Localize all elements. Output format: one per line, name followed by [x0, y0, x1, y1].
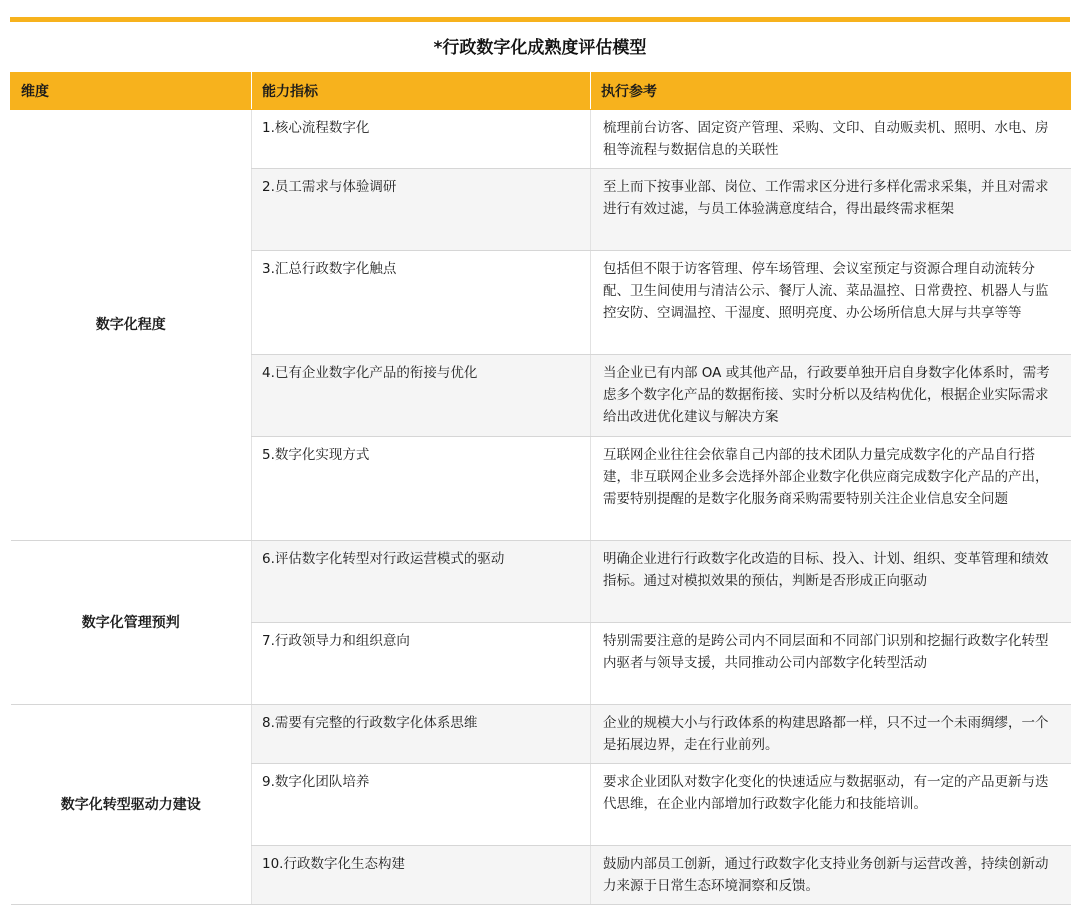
header-dimension: 维度 — [11, 73, 252, 110]
reference-cell: 至上而下按事业部、岗位、工作需求区分进行多样化需求采集，并且对需求进行有效过滤，与员工体验满意度结合，得出最终需求框架 — [591, 169, 1071, 251]
metric-cell: 8.需要有完整的行政数字化体系思维 — [252, 705, 591, 764]
header-metric: 能力指标 — [252, 73, 591, 110]
metric-cell: 3.汇总行政数字化触点 — [252, 251, 591, 355]
metric-cell: 10.行政数字化生态构建 — [252, 846, 591, 905]
table-header-row — [11, 73, 1071, 110]
metric-cell: 5.数字化实现方式 — [252, 437, 591, 541]
reference-cell: 特别需要注意的是跨公司内不同层面和不同部门识别和挖掘行政数字化转型内驱者与领导支援，共同推动公司内部数字化转型活动 — [591, 623, 1071, 705]
reference-cell: 企业的规模大小与行政体系的构建思路都一样，只不过一个未雨绸缪，一个是拓展边界，走在行业前列。 — [591, 705, 1071, 764]
table-row — [11, 705, 1071, 764]
dimension-cell: 数字化管理预判 — [11, 541, 252, 705]
dimension-cell: 数字化转型驱动力建设 — [11, 705, 252, 905]
metric-cell: 9.数字化团队培养 — [252, 764, 591, 846]
header-reference: 执行参考 — [591, 73, 1071, 110]
metric-cell: 1.核心流程数字化 — [252, 110, 591, 169]
dimension-cell: 数字化程度 — [11, 110, 252, 541]
metric-cell: 6.评估数字化转型对行政运营模式的驱动 — [252, 541, 591, 623]
table-row — [11, 541, 1071, 623]
maturity-model-table — [10, 72, 1071, 905]
reference-cell: 梳理前台访客、固定资产管理、采购、文印、自动贩卖机、照明、水电、房租等流程与数据信息的关联性 — [591, 110, 1071, 169]
reference-cell: 鼓励内部员工创新，通过行政数字化支持业务创新与运营改善，持续创新动力来源于日常生态环境洞察和反馈。 — [591, 846, 1071, 905]
page-title: *行政数字化成熟度评估模型 — [433, 38, 647, 58]
metric-cell: 4.已有企业数字化产品的衔接与优化 — [252, 355, 591, 437]
metric-cell: 2.员工需求与体验调研 — [252, 169, 591, 251]
reference-cell: 要求企业团队对数字化变化的快速适应与数据驱动，有一定的产品更新与迭代思维，在企业内部增加行政数字化能力和技能培训。 — [591, 764, 1071, 846]
reference-cell: 明确企业进行行政数字化改造的目标、投入、计划、组织、变革管理和绩效指标。通过对模拟效果的预估，判断是否形成正向驱动 — [591, 541, 1071, 623]
reference-cell: 当企业已有内部 OA 或其他产品，行政要单独开启自身数字化体系时，需考虑多个数字化产品的数据衔接、实时分析以及结构优化，根据企业实际需求给出改进优化建议与解决方案 — [591, 355, 1071, 437]
table-row — [11, 110, 1071, 169]
reference-cell: 互联网企业往往会依靠自己内部的技术团队力量完成数字化的产品自行搭建，非互联网企业多会选择外部企业数字化供应商完成数字化产品的产出，需要特别提醒的是数字化服务商采购需要特别关注企业信息安全问题 — [591, 437, 1071, 541]
reference-cell: 包括但不限于访客管理、停车场管理、会议室预定与资源合理自动流转分配、卫生间使用与清洁公示、餐厅人流、菜品温控、日常费控、机器人与监控安防、空调温控、干湿度、照明亮度、办公场所信息大屏与共享等等 — [591, 251, 1071, 355]
metric-cell: 7.行政领导力和组织意向 — [252, 623, 591, 705]
top-accent-bar — [10, 17, 1070, 22]
